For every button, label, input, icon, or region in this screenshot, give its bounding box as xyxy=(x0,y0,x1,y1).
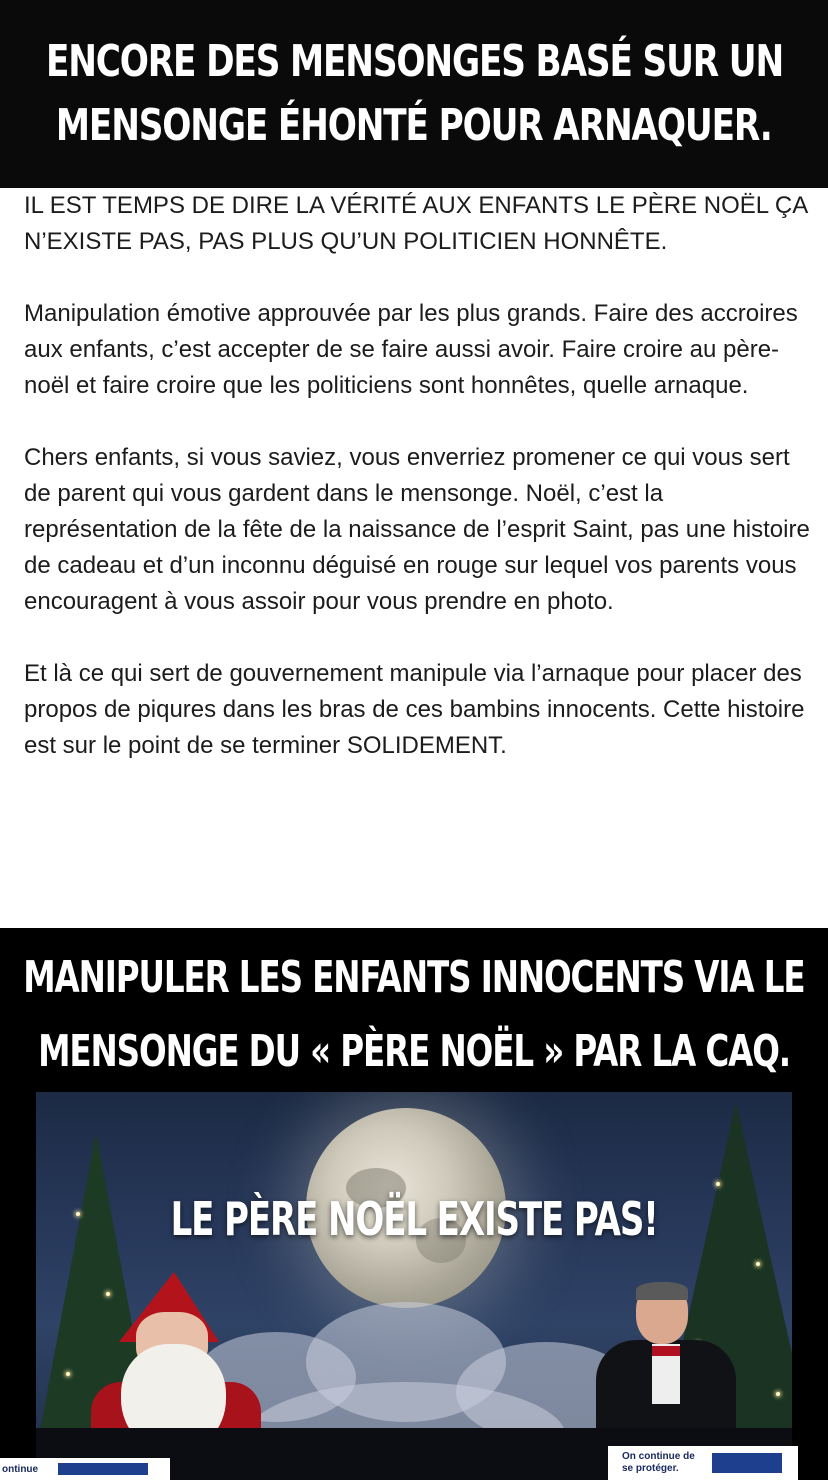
post-paragraph-3: Chers enfants, si vous saviez, vous enverriez promener ce qui vous sert de parent qui vous gardent dans le mensonge. Noël, c’est la représentation de la fête de la naissance de l’esprit Saint, pas une histoire de cadeau et d’un inconnu déguisé en rouge sur lequel vos parents vous encouragent à vous assoir pour vous prendre en photo. xyxy=(24,444,810,615)
meme-caption-line-1: MANIPULER LES ENFANTS INNOCENTS VIA LE xyxy=(23,952,805,1003)
desk-sign-right: On continue de se protéger. xyxy=(608,1446,798,1480)
desk-sign-left: ontinue xyxy=(0,1458,170,1480)
top-banner xyxy=(0,0,828,188)
meme-caption xyxy=(0,936,828,1094)
post-paragraph-4: Et là ce qui sert de gouvernement manipule via l’arnaque pour placer des propos de piqures dans les bras de ces bambins innocents. Cette histoire est sur le point de se terminer SOLIDEMENT. xyxy=(24,660,805,759)
post-paragraph-2: Manipulation émotive approuvée par les plus grands. Faire des accroires aux enfants, c’est accepter de se faire aussi avoir. Faire croire au père-noël et faire croire que les politiciens sont honnêtes, quelle arnaque. xyxy=(24,300,798,399)
press-conference-scene xyxy=(36,1092,792,1480)
quebec-logo xyxy=(712,1453,782,1473)
post-text xyxy=(24,188,814,764)
banner-line-2: MENSONGE ÉHONTÉ POUR ARNAQUER. xyxy=(56,100,772,151)
post-paragraph-1: IL EST TEMPS DE DIRE LA VÉRITÉ AUX ENFANTS LE PÈRE NOËL ÇA N’EXISTE PAS, PAS PLUS QU’UN POLITICIEN HONNÊTE. xyxy=(24,192,807,255)
meme-overlay-text: LE PÈRE NOËL EXISTE PAS! xyxy=(170,1192,658,1246)
tree-light xyxy=(756,1262,760,1266)
meme-image xyxy=(0,928,828,1480)
tree-light xyxy=(776,1392,780,1396)
meme-caption-line-2: MENSONGE DU « PÈRE NOËL » PAR LA CAQ. xyxy=(38,1026,790,1077)
tree-light xyxy=(716,1182,720,1186)
quebec-logo xyxy=(58,1463,148,1475)
tree-light xyxy=(66,1372,70,1376)
banner-line-1: ENCORE DES MENSONGES BASÉ SUR UN xyxy=(45,36,783,87)
